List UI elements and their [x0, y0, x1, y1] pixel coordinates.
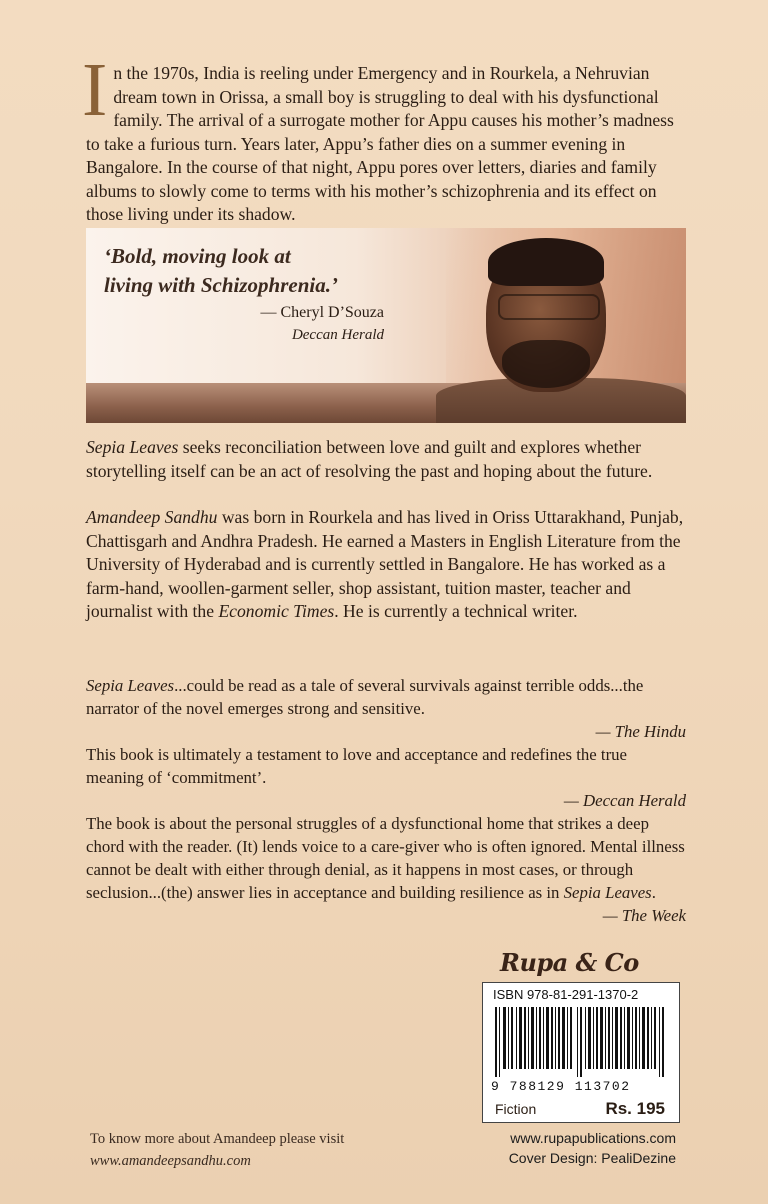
isbn-digits: 9 788129 113702 — [491, 1079, 631, 1094]
review-1 — [86, 674, 686, 720]
review-3 — [86, 812, 686, 904]
publisher-info — [509, 1128, 676, 1168]
book-title: Sepia Leaves — [86, 437, 179, 457]
author-photo-hair — [488, 238, 604, 286]
author-bio-text-b: . He is currently a technical writer. — [334, 601, 578, 621]
review-1-text: ...could be read as a tale of several survivals against terrible odds...the narrator of the novel emerges strong and sensitive. — [86, 676, 644, 718]
author-bio-text-a: was born in Rourkela and has lived in Oriss Uttarakhand, Punjab, Chattisgarh and Andhra Pradesh. He earned a Masters in English Literature from the University of Hyderabad and is currently settled in Bangalore. He has worked as a farm-hand, woollen-garment seller, shop assistant, tuition master, teacher and journalist with the — [86, 507, 684, 621]
author-photo-glasses — [498, 294, 600, 320]
genre-label: Fiction — [495, 1101, 537, 1117]
publisher-website-link[interactable]: www.rupapublications.com — [510, 1130, 676, 1146]
author-photo-beard — [502, 340, 590, 388]
review-3-source: — The Week — [602, 906, 686, 925]
author-name: Amandeep Sandhu — [86, 507, 218, 527]
review-2-text: This book is ultimately a testament to love and acceptance and redefines the true meaning of ‘commitment’. — [86, 745, 627, 787]
author-website-note — [90, 1128, 344, 1172]
pull-quote — [104, 242, 338, 300]
drop-cap: I — [82, 48, 108, 132]
review-2-source: — Deccan Herald — [563, 791, 686, 810]
review-1-source: — The Hindu — [595, 722, 686, 741]
isbn-label: ISBN 978-81-291-1370-2 — [493, 987, 639, 1002]
author-website-caption: To know more about Amandeep please visit — [90, 1131, 345, 1147]
review-3-title: Sepia Leaves — [563, 883, 652, 902]
price-box — [482, 1096, 680, 1123]
intro-paragraph — [82, 48, 686, 227]
cover-design-credit: Cover Design: PealiDezine — [508, 1150, 676, 1166]
review-2 — [86, 743, 686, 789]
reviews-section — [86, 674, 686, 927]
isbn-barcode-box — [482, 982, 680, 1098]
author-website-link[interactable]: www.amandeepsandhu.com — [90, 1153, 251, 1169]
intro-text: n the 1970s, India is reeling under Emergency and in Rourkela, a Nehruvian dream town in Orissa, a small boy is struggling to deal with his dysfunctional family. The arrival of a surrogate mother for Appu causes his mother’s madness to take a furious turn. Years later, Appu’s father dies on a summer evening in Bangalore. In the course of that night, Appu pores over letters, diaries and family albums to slowly come to terms with his mother’s schizophrenia and its effect on those living under its shadow. — [86, 63, 674, 224]
attribution-name: — Cheryl D’Souza — [260, 304, 384, 321]
synopsis-paragraph — [86, 436, 686, 483]
attribution-publication: Deccan Herald — [291, 327, 384, 343]
newspaper-name: Economic Times — [218, 601, 335, 621]
review-3-text: The book is about the personal struggles of a dysfunctional home that strikes a deep chord with the reader. (It) lends voice to a care-giver who is often ignored. Mental illness cannot be dealt with either through denial, as it happens in most cases, or through seclusion...(the) answer lies in acceptance and building resilience as in — [86, 814, 685, 902]
pull-quote-attribution — [204, 302, 384, 346]
review-1-title: Sepia Leaves — [86, 676, 175, 695]
quote-photo-panel — [86, 228, 686, 423]
author-bio — [86, 506, 686, 624]
price-label: Rs. 195 — [605, 1099, 665, 1118]
pull-quote-line1: ‘Bold, moving look at — [104, 244, 291, 268]
review-3-end: . — [651, 883, 656, 902]
pull-quote-line2: living with Schizophrenia.’ — [104, 273, 338, 297]
publisher-logo: Rupa & Co — [500, 948, 639, 977]
barcode-icon — [491, 1007, 671, 1077]
synopsis-text: seeks reconciliation between love and guilt and explores whether storytelling itself can be an act of resolving the past and hoping about the future. — [86, 437, 653, 481]
